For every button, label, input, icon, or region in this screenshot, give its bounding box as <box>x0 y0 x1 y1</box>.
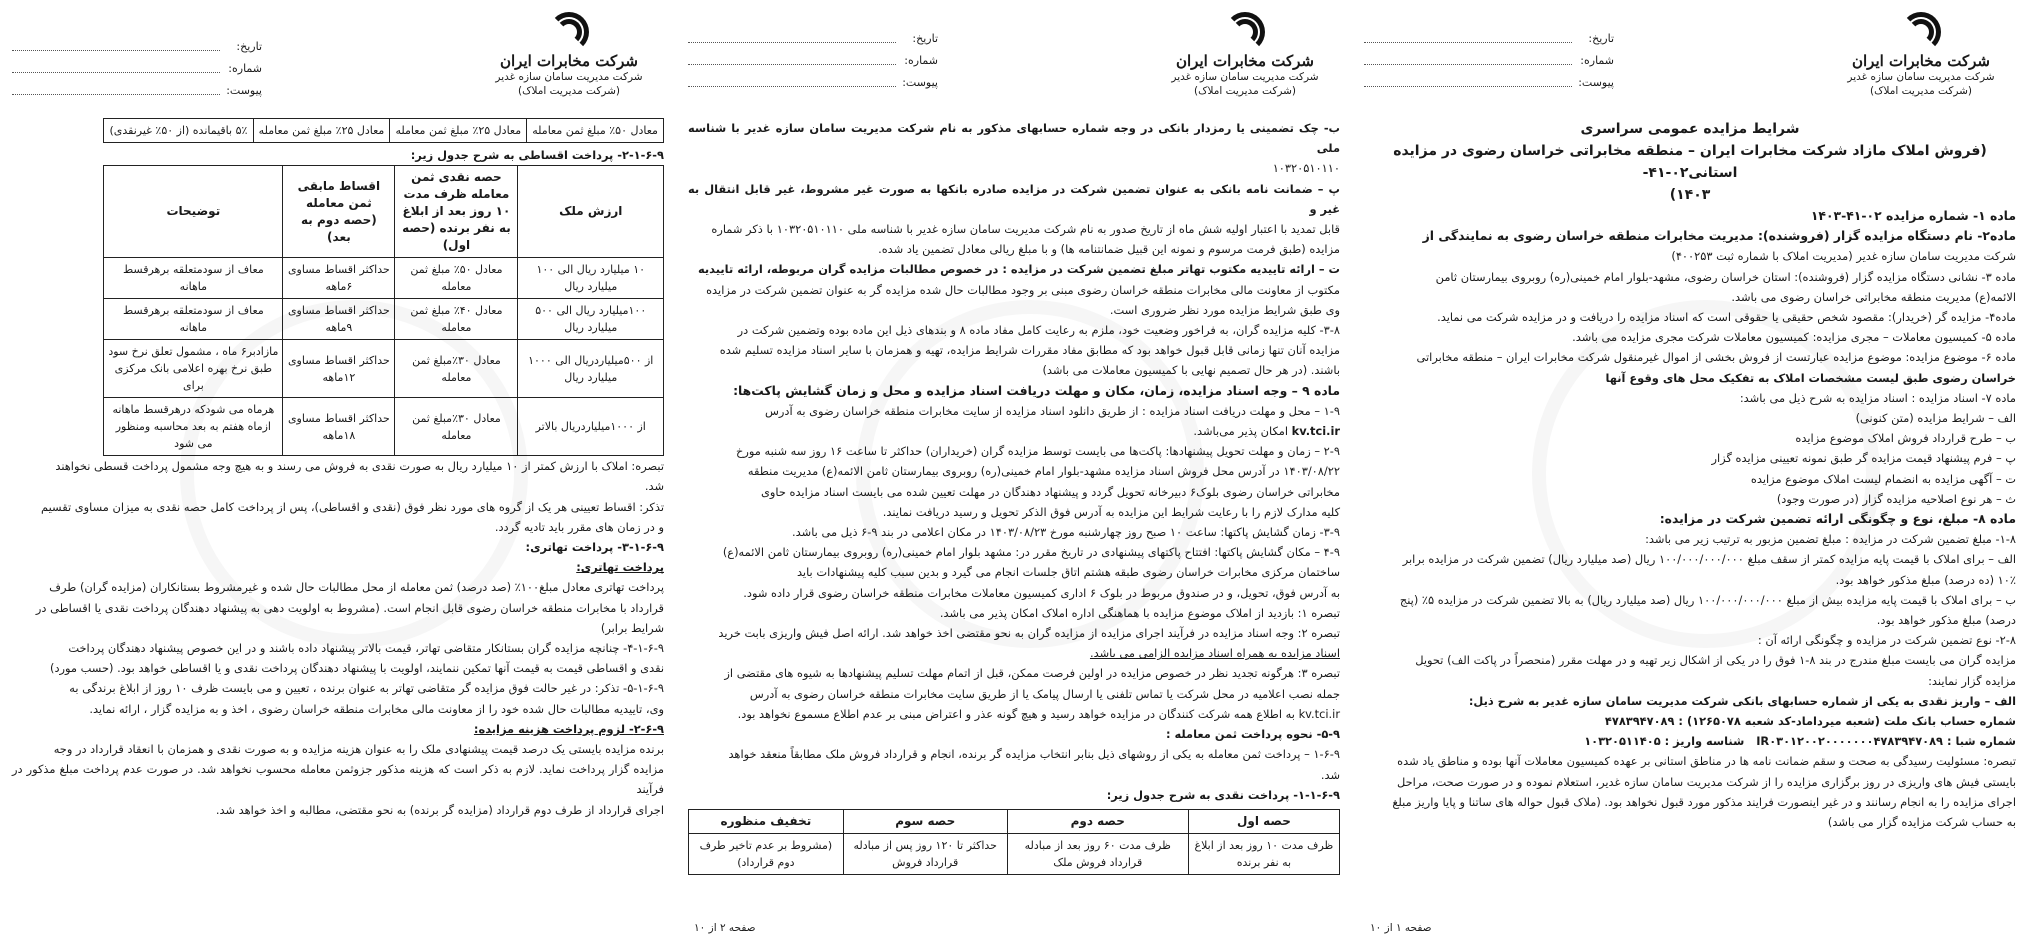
letterhead <box>688 6 1340 118</box>
table-cell: معادل ۲۵٪ مبلغ ثمن معامله <box>390 119 527 143</box>
doc-subtitle: (فروش املاک مازاد شرکت مخابرات ایران – منطقه مخابراتی خراسان رضوی در مزایده استانی۰۲-۴۱- <box>1393 143 1987 181</box>
article-7: ماده ۷- اسناد مزایده : اسناد مزایده به شرح ذیل می باشد: <box>1739 390 2016 405</box>
bank-guarantee: پ – ضمانت نامه بانکی به عنوان تضمین شرکت در مزایده صادره بانکها به صورت غیر مشروط، غیر قابل انتقال به غیر و <box>688 181 1340 216</box>
article-8-1-b: ب – برای املاک با قیمت پایه مزایده بیش از مبلغ ۱۰۰/۰۰۰/۰۰۰/۰۰۰ ریال (صد میلیارد ریال) به بالا تضمین شرکت در مزایده ۵٪ (پنج <box>1399 592 2016 607</box>
table-cell: حداکثر اقساط مساوی ۶ماهه <box>283 258 395 299</box>
table-header: تخفیف منظوره <box>689 809 844 833</box>
table-cell: (مشروط بر عدم تاخیر طرف دوم قرارداد) <box>689 833 844 874</box>
article-1: ماده ۱- شماره مزایده ۰۲-۴۱-۱۴۰۳ <box>1810 208 2016 223</box>
page-1 <box>1352 0 2028 948</box>
table-row <box>104 258 664 299</box>
attachment-label: پیوست: <box>902 76 938 89</box>
table-cell: ۱۰۰میلیارد ریال الی ۵۰۰ میلیارد ریال <box>518 299 664 340</box>
cash-payment-table <box>688 809 1340 875</box>
company-sub: شرکت مدیریت سامان سازه غدیر <box>1171 71 1319 83</box>
offset-payment-cont: قرارداد با مخابرات منطقه خراسان رضوی قابل انجام است. (مشروط به اولویت دهی به پیشنهاد دهندگان پرداخت نقدی یا اقساطی در <box>35 600 664 615</box>
offset-confirmation-cont-2: وی طبق شرایط مزایده مورد نظر ضروری است. <box>1109 302 1340 317</box>
company-sub: شرکت مدیریت سامان سازه غدیر <box>1847 71 1995 83</box>
article-9-2-cont: ۱۴۰۳/۰۸/۲۲ در آدرس محل فروش اسناد مزایده مشهد-بلوار امام خمینی(ره) روبروی بیمارستان ثامن الائمه(ع) مدیریت منطقه <box>747 464 1340 479</box>
bank-guarantee-cont-2: مزایده (طبق فرمت مرسوم و نمونه این قبیل ضمانتنامه ها) و با مبلغ ریالی معادل تضمین یاد شده. <box>878 242 1340 257</box>
company-sub-2: (شرکت مدیریت املاک) <box>517 85 621 97</box>
table-cell: ۱۰ میلیارد ریال الی ۱۰۰ میلیارد ریال <box>518 258 664 299</box>
letter-meta <box>1364 28 1614 94</box>
date-label: تاریخ: <box>236 40 262 53</box>
article-8-1-b2: درصد) مبلغ مذکور خواهد بود. <box>1876 613 2016 628</box>
installment-title: ۲-۱-۶-۹- پرداخت اقساطی به شرح جدول زیر: <box>410 148 664 162</box>
letter-meta <box>12 36 262 102</box>
table-cell: معادل ۴۰٪ مبلغ ثمن معامله <box>395 299 518 340</box>
table-cell: از ۱۰۰۰میلیاردریال بالاتر <box>518 398 664 456</box>
article-8-2-b: مزایده گزار نمایند: <box>1928 673 2016 688</box>
logo-name: شرکت مخابرات ایران <box>1852 52 1990 70</box>
article-7-e: ث – هر نوع اصلاحیه مزایده گزار (در صورت وجود) <box>1776 491 2016 506</box>
article-9-6-1-3: ۳-۱-۶-۹- پرداخت تهاتری: <box>525 540 664 555</box>
note-p2-3: تبصره ۳: هرگونه تجدید نظر در خصوص مزایده در اولین فرصت ممکن، قبل از اتمام مهلت تسلیم پیشنهادها به شیوه های مقتضی از <box>724 666 1340 681</box>
table-cell: مازادبر۶ ماه ، مشمول تعلق نرخ سود طبق نرخ بهره اعلامی بانک مرکزی برای <box>104 340 283 398</box>
doc-title: شرایط مزایده عمومی سراسری <box>1580 121 1800 137</box>
article-8-2-a: مزایده گران می بایست مبلغ مندرج در بند ۸-۱ فوق را در یکی از اشکال زیر تهیه و در مهلت مقرر (منحصراً در پاکت الف) تحویل <box>1415 653 2016 668</box>
table-cell: معاف از سودمتعلقه برهرقسط ماهانه <box>104 299 283 340</box>
note-p2-1: تبصره ۱: بازدید از املاک موضوع مزایده با هماهنگی اداره املاک امکان پذیر می باشد. <box>939 605 1340 620</box>
offset-confirmation-cont: مکتوب از معاونت مالی مخابرات منطقه خراسان رضوی مبنی بر وجود مطالبات حال شده مزایده گر به عنوان تضمین شرکت در مزایده <box>706 282 1340 297</box>
note-1-cont-2: اجرای مزایده را به انجام رسانند و در غیر اینصورت فرایند مذکور مورد قبول نخواهد بود. (ملاک قبول حواله های ساتنا و پایا واریز مبلغ <box>1392 794 2016 809</box>
auction-fee-cont-2: اجرای قرارداد از طرف دوم قرارداد (مزایده گر برنده) به نحو مقتضی، مطالبه و اخذ خواهد شد. <box>215 802 664 817</box>
article-2-cont: شرکت مدیریت سامان سازه غدیر (مدیریت املاک با شماره ثبت ۴۰۰۲۵۳) <box>1671 249 2016 264</box>
article-9-2-cont-2: مخابراتی خراسان رضوی بلوک۶ دبیرخانه تحویل گردد و پیشنهاد دهندگان در مهلت تعیین شده می بایست اسناد مزایده حاوی <box>760 484 1340 499</box>
table-cell: ظرف مدت ۶۰ روز بعد از مبادله قرارداد فروش ملک <box>1007 833 1188 874</box>
website-link[interactable]: kv.tci.ir <box>1291 424 1340 439</box>
table-header: حصه نقدی ثمن معامله ظرف مدت ۱۰ روز بعد از ابلاغ به نفر برنده (حصه اول) <box>395 166 518 258</box>
table-header: حصه اول <box>1188 809 1339 833</box>
page-2 <box>676 0 1352 948</box>
table-cell: حداکثر تا ۱۲۰ روز پس از مبادله قرارداد فروش <box>843 833 1007 874</box>
table-cell: حداکثر اقساط مساوی ۹ماهه <box>283 299 395 340</box>
number-label: شماره: <box>904 54 938 67</box>
table-cell: معادل ۵۰٪ مبلغ ثمن معامله <box>527 119 664 143</box>
article-9-3: ۳-۹- زمان گشایش پاکتها: ساعت ۱۰ صبح روز چهارشنبه مورخ ۱۴۰۳/۰۸/۲۳ در مکان اعلامی در بند ۹-۶ ذیل می باشد. <box>792 525 1340 540</box>
logo-name: شرکت مخابرات ایران <box>1176 52 1314 70</box>
note-1-cont: بایستی فیش های واریزی در روز برگزاری مزایده را از شرکت مدیریت سامان سازه غدیر، استعلام نموده و در صورت صحت، مراحل <box>1396 774 2016 789</box>
article-5: ماده ۵- کمیسیون معاملات – مجری مزایده: کمیسیون معاملات شرکت مجری مزایده می باشد. <box>1572 330 2016 345</box>
article-8-3-cont: مزایده آنان تنها زمانی قابل قبول خواهد بود که مطابق مفاد مقررات شرایط مزایده، تهیه و همزمان با سایر اسناد مزایده تسلیم شده <box>719 343 1340 358</box>
article-8-3: ۳-۸- کلیه مزایده گران، به فراخور وضعیت خود، ملزم به رعایت کامل مفاد ماده ۸ و بندهای ذیل این ماده بوده وتضمین شرکت در <box>737 323 1340 338</box>
watermark-logo <box>180 300 528 648</box>
article-9-6-1-cont: شد. <box>1320 767 1340 782</box>
article-9-6-2: ۲-۶-۹- لزوم پرداخت هزینه مزایده: <box>473 721 664 736</box>
article-9-4-cont: ساختمان مرکزی مخابرات خراسان رضوی طبقه هشتم اتاق جلسات انجام می گیرد و بدین سبب کلیه پیشنهادات باید <box>796 565 1340 580</box>
article-2: ماده۲- نام دستگاه مزایده گزار (فروشنده): مدیریت مخابرات منطقه خراسان رضوی به نمایندگی از <box>1422 228 2016 244</box>
company-logo <box>1150 10 1340 98</box>
article-7-a: الف – شرایط مزایده (متن کنونی) <box>1855 411 2016 426</box>
article-9-2-cont-3: کلیه مدارک لازم را با رعایت شرایط این مزایده به آدرس فوق الذکر تحویل و رسید دریافت نمایند. <box>882 504 1340 519</box>
table-cell: حداکثر اقساط مساوی ۱۸ماهه <box>283 398 395 456</box>
guarantee-cheque: ب- چک تضمینی یا رمزدار بانکی در وجه شماره حسابهای مذکور به نام شرکت مدیریت سامان سازه غدیر با شناسه ملی <box>688 121 1340 156</box>
cash-payment-table-cont <box>103 118 664 143</box>
letter-meta <box>688 28 938 94</box>
auction-fee: برنده مزایده بایستی یک درصد قیمت پیشنهادی ملک را به عنوان هزینه مزایده و به صورت نقدی و همزمان با انعقاد قرارداد در وجه <box>53 742 664 757</box>
note-p3-1: تبصره: املاک با ارزش کمتر از ۱۰ میلیارد ریال به صورت نقدی به فروش می رسند و به هیچ وجه مشمول پرداخت قسطی نخواهند <box>55 459 664 474</box>
offset-confirmation: ت – ارائه تاییدیه مکتوب تهاتر مبلغ تضمین شرکت در مزایده : در خصوص مطالبات مزایده گران مربوطه، ارائه تاییدیه <box>697 262 1340 277</box>
note-p3-1-cont: شد. <box>644 479 664 494</box>
sheba-value: شماره شبا : IR۰۳۰۱۲۰۰۲۰۰۰۰۰۰۰۴۷۸۳۹۴۷۰۸۹ <box>1756 734 2016 749</box>
article-3: ماده ۳- نشانی دستگاه مزایده گزار (فروشنده): استان خراسان رضوی، مشهد-بلوار امام خمینی(ره) روبروی بیمارستان ثامن <box>1435 269 2016 284</box>
table-cell: معادل ۲۵٪ مبلغ ثمن معامله <box>253 119 390 143</box>
date-label: تاریخ: <box>912 32 938 45</box>
article-8-2: ۲-۸- نوع تضمین شرکت در مزایده و چگونگی ارائه آن : <box>1757 633 2016 648</box>
number-label: شماره: <box>1580 54 1614 67</box>
table-cell: هرماه می شودکه درهرقسط ماهانه ازماه هفتم به بعد محاسبه ومنظور می شود <box>104 398 283 456</box>
note-p2-2: تبصره ۲: وجه اسناد مزایده در فرآیند اجرای مزایده از مزایده گران به نحو مقتضی اخذ خواهد شد. ارائه اصل فیش واریزی بابت خرید <box>718 626 1340 641</box>
attachment-label: پیوست: <box>1578 76 1614 89</box>
letterhead <box>12 6 664 118</box>
article-9: ماده ۹ – وجه اسناد مزایده، زمان، مکان و مهلت دریافت اسناد مزایده و محل و زمان گشایش پاکت‌ها: <box>733 382 1340 398</box>
offset-payment-cont-2: شرایط برابر) <box>600 620 664 635</box>
table-cell: معادل ۳۰٪مبلغ ثمن معامله <box>395 340 518 398</box>
company-logo <box>474 10 664 98</box>
article-9-6-1-1: ۱-۱-۶-۹- پرداخت نقدی به شرح جدول زیر: <box>1106 787 1340 802</box>
article-8-1-a: الف – برای املاک با قیمت پایه مزایده کمتر از سقف مبلغ ۱۰۰/۰۰۰/۰۰۰/۰۰۰ ریال (صد میلیارد ریال) تضمین شرکت در مزایده برابر <box>1402 552 2016 567</box>
article-9-2: ۲-۹ – زمان و مهلت تحویل پیشنهادها: پاکت‌ها می بایست توسط مزایده گران (خریداران) حداکثر تا ساعت ۱۶ روز سه شنبه مورخ <box>736 444 1340 459</box>
tci-logo-icon <box>547 10 591 50</box>
letterhead <box>1364 6 2016 118</box>
national-id: ۱۰۳۲۰۵۱۰۱۱۰ <box>1272 161 1340 176</box>
doc-subtitle-2: ۱۴۰۳) <box>1669 187 1711 203</box>
article-9-4: ۴-۹ – مکان گشایش پاکتها: افتتاح پاکتهای پیشنهادی در تاریخ مقرر در: مشهد بلوار امام خمینی(ره) روبروی بیمارستان ثامن الائمه(ع) <box>722 545 1340 560</box>
watermark-logo <box>1532 300 1880 648</box>
table-cell: حداکثر اقساط مساوی ۱۲ماهه <box>283 340 395 398</box>
table-header: اقساط مابقی ثمن معامله (حصه دوم به بعد) <box>283 166 395 258</box>
article-6-cont: خراسان رضوی طبق لیست مشخصات املاک به تفکیک محل های وقوع آنها <box>1605 370 2016 385</box>
table-cell: معادل ۳۰٪مبلغ ثمن معامله <box>395 398 518 456</box>
tci-logo-icon <box>1899 10 1943 50</box>
article-8-3-cont-2: باشند. (در هر حال تصمیم نهایی با کمیسیون معاملات می باشد) <box>1042 363 1340 378</box>
note-1: تبصره: مسئولیت رسیدگی به صحت و سقم ضمانت نامه ها در مناطق استانی بر عهده کمیسیون معاملات آنها بوده و مناطق یاد شده <box>1397 754 2016 769</box>
table-header: ارزش ملک <box>518 166 664 258</box>
sheba-number <box>1364 731 2016 751</box>
article-6: ماده ۶- موضوع مزایده: موضوع مزایده عبارتست از فروش بخشی از اموال غیرمنقول شرکت مخابرات ایران – منطقه مخابراتی <box>1416 350 2016 365</box>
offset-payment: پرداخت تهاتری معادل مبلغ۱۰۰٪ (صد درصد) ثمن معامله از محل مطالبات حال شده و غیرمشروط بستانکاران (مزایده گران) طرف <box>49 580 664 595</box>
reminder-cont: و در زمان های مقرر باید تادیه گردد. <box>494 519 664 534</box>
note-1-cont-3: به حساب شرکت مزایده گزار می باشد) <box>1827 815 2016 830</box>
article-9-4-cont-2: به آدرس فوق، تحویل، و در صندوق مربوط در بلوک ۶ اداری کمیسیون معاملات مخابرات منطقه خراسان رضوی قرار داده شود. <box>743 585 1340 600</box>
article-4: ماده۴- مزایده گر (خریدار): مقصود شخص حقیقی یا حقوقی است که اسناد مزایده را دریافت و در مزایده شرکت می نماید. <box>1437 310 2016 325</box>
logo-name: شرکت مخابرات ایران <box>500 52 638 70</box>
bank-guarantee-cont: قابل تمدید با اعتبار اولیه شش ماه از تاریخ صدور به نام شرکت مدیریت سامان سازه غدیر با شناسه ملی ۱۰۳۲۰۵۱۰۱۱۰ با ذکر شماره <box>711 222 1340 237</box>
offset-payment-title: پرداخت تهاتری: <box>576 560 664 575</box>
article-9-6-1-4-cont: نقدی و اقساطی قیمت به قیمت آنها تمکین ننمایند، اولویت با پیشنهاد دهندگان پرداخت نقدی و یا اقساطی خواهد بود. (حسب مورد) <box>50 661 664 676</box>
article-8-1-a2: ۱۰٪ (ده درصد) مبلغ مذکور خواهد بود. <box>1835 572 2016 587</box>
note-p2-2-cont: اسناد مزایده به همراه اسناد مزایده الزامی می باشد. <box>1089 646 1340 661</box>
article-9-1: ۱-۹ – محل و مهلت دریافت اسناد مزایده : از طریق دانلود اسناد مزایده از سایت مخابرات منطقه خراسان رضوی به آدرس <box>764 403 1340 418</box>
table-cell: ۵٪ باقیمانده (از ۵۰٪ غیرنقدی) <box>104 119 253 143</box>
watermark-logo <box>856 300 1204 648</box>
article-9-1-tail: امکان پذیر می‌باشد. <box>1193 424 1289 439</box>
page-number: صفحه ۲ از ۱۰ <box>694 922 756 934</box>
article-8-1: ۱-۸- مبلغ تضمین شرکت در مزایده : مبلغ تضمین مزبور به ترتیب زیر می باشد: <box>1645 532 2016 547</box>
article-9-6-1-5: ۵-۱-۶-۹- تذکر: در غیر حالت فوق مزایده گر متقاضی تهاتر به عنوان برنده ، تعیین و می بایست ظرف ۱۰ روز از ابلاغ برندگی به <box>69 681 664 696</box>
article-3-cont: الائمه(ع) مدیریت منطقه مخابراتی خراسان رضوی می باشد. <box>1731 289 2016 304</box>
bank-account: شماره حساب بانک ملت (شعبه میرداماد-کد شعبه ۱۲۶۵۰۷۸) : ۴۷۸۳۹۴۷۰۸۹ <box>1604 714 2016 729</box>
attachment-label: پیوست: <box>226 84 262 97</box>
article-9-6-1-5-cont: وی، تاییدیه مطالبات حال شده خود را از معاونت مالی مخابرات منطقه خراسان رضوی ، اخذ و به مزایده گزار ، ارائه نماید. <box>89 701 664 716</box>
table-header: حصه سوم <box>843 809 1007 833</box>
company-logo <box>1826 10 2016 98</box>
deposit-id: شناسه واریز : ۱۰۳۲۰۵۱۱۴۰۵ <box>1584 734 1745 749</box>
note-p2-3-cont: جمله نصب اعلامیه در محل شرکت یا تماس تلفنی یا ارسال پیامک یا از طریق سایت مخابرات منطقه خراسان رضوی به آدرس <box>749 686 1340 701</box>
table-header: توضیحات <box>104 166 283 258</box>
page-number: صفحه ۱ از ۱۰ <box>1370 922 1432 934</box>
article-8-alef: الف – واریز نقدی به یکی از شماره حسابهای بانکی شرکت مدیریت سامان سازه غدیر به شرح ذیل: <box>1468 693 2016 708</box>
date-label: تاریخ: <box>1588 32 1614 45</box>
tci-logo-icon <box>1223 10 1267 50</box>
table-cell: معادل ۵۰٪ مبلغ ثمن معامله <box>395 258 518 299</box>
company-sub-2: (شرکت مدیریت املاک) <box>1193 85 1297 97</box>
article-9-6-1-4: ۴-۱-۶-۹- چنانچه مزایده گران بستانکار متقاضی تهاتر، قیمت بالاتر پیشنهاد داده باشند و در این خصوص پیشنهاد دهندگان پرداخت <box>68 641 664 656</box>
note-p2-3-cont-2: kv.tci.ir به اطلاع همه شرکت کنندگان در مزایده خواهد رسید و هیچ گونه عذر و اعتراض مبنی بر عدم اطلاع مسموع نخواهد بود. <box>737 706 1340 721</box>
article-8: ماده ۸- مبلغ، نوع و چگونگی ارائه تضمین شرکت در مزایده: <box>1659 511 2016 527</box>
number-label: شماره: <box>228 62 262 75</box>
article-7-c: پ – فرم پیشنهاد قیمت مزایده گر طبق نمونه تعیینی مزایده گزار <box>1711 451 2016 466</box>
table-cell: از ۵۰۰میلیاردریال الی ۱۰۰۰ میلیارد ریال <box>518 340 664 398</box>
page-3 <box>0 0 676 948</box>
table-header: حصه دوم <box>1007 809 1188 833</box>
company-sub: شرکت مدیریت سامان سازه غدیر <box>495 71 643 83</box>
company-sub-2: (شرکت مدیریت املاک) <box>1869 85 1973 97</box>
article-9-6-1: ۱-۶-۹ – پرداخت ثمن معامله به یکی از روشهای ذیل بنابر انتخاب مزایده گر برنده، انجام و قرارداد فروش ملک مطابقاً منعقد خواهد <box>728 747 1340 762</box>
article-7-d: ت – آگهی مزایده به انضمام لیست املاک موضوع مزایده <box>1750 471 2016 486</box>
table-cell: معاف از سودمتعلقه برهرقسط ماهانه <box>104 258 283 299</box>
article-7-b: ب – طرح قرارداد فروش املاک موضوع مزایده <box>1795 431 2016 446</box>
article-9-5: ۵-۹- نحوه پرداخت ثمن معامله : <box>1165 727 1340 742</box>
auction-fee-cont: مزایده گزار پرداخت نماید. لازم به ذکر است که هزینه مذکور جزوثمن معامله محسوب نخواهد شد. در صورت عدم پرداخت مبلغ مذکور در فرآیند <box>12 762 664 797</box>
reminder: تذکر: اقساط تعیینی هر یک از گروه های مورد نظر فوق (نقدی و اقساطی)، پس از پرداخت کامل حصه نقدی به میزان مساوی تقسیم <box>41 499 664 514</box>
table-cell: ظرف مدت ۱۰ روز بعد از ابلاغ به نفر برنده <box>1188 833 1339 874</box>
